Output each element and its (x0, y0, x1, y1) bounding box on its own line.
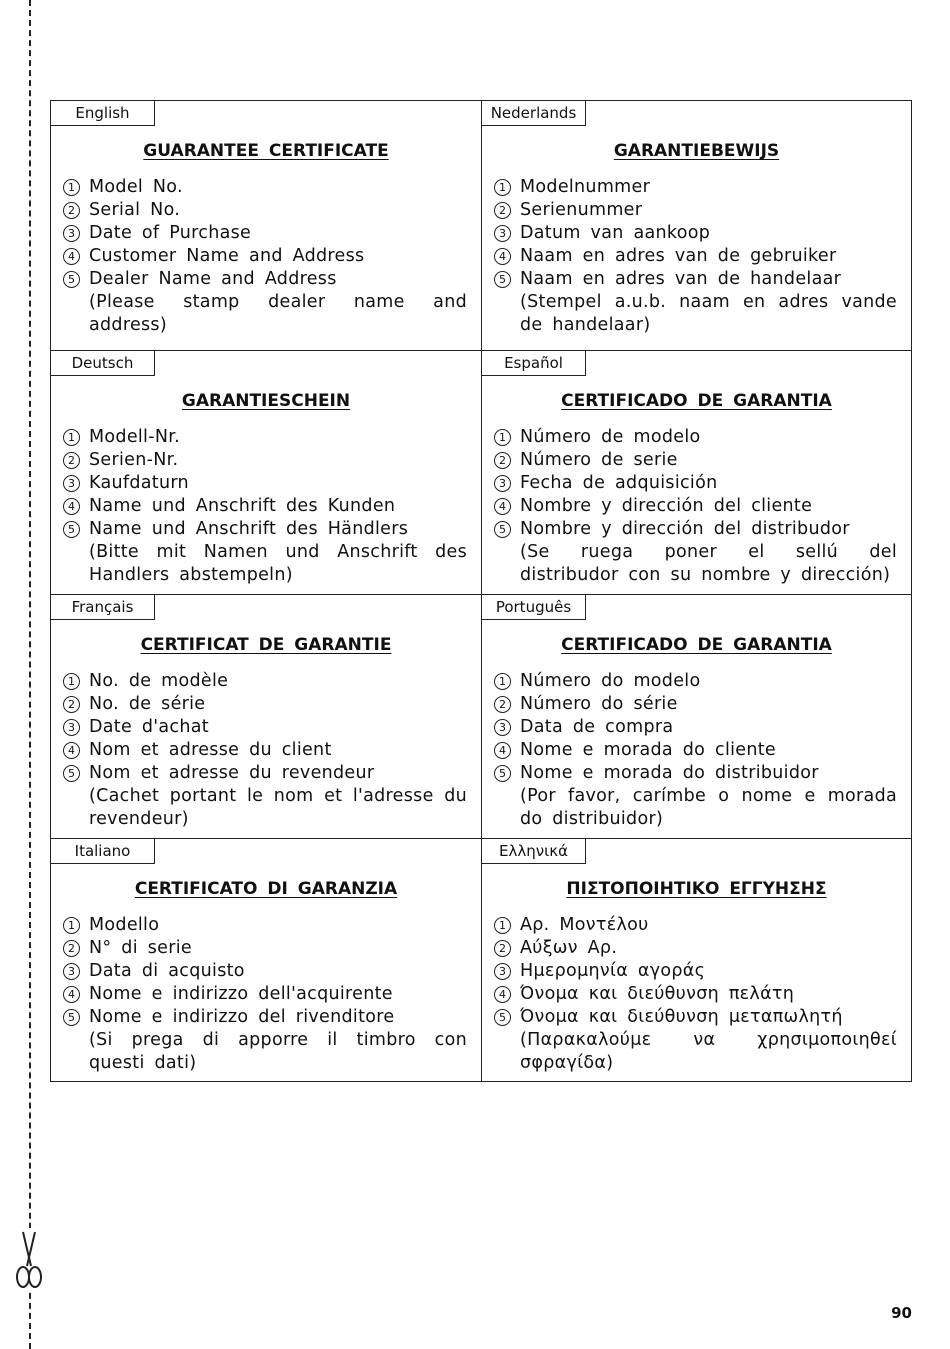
field-item (494, 670, 897, 693)
field-label: N° di serie (89, 938, 192, 958)
scissors-icon (14, 1230, 44, 1290)
field-label: Naam en adres van de handelaar (520, 269, 842, 289)
number-marker: 5 (494, 521, 511, 538)
field-item (494, 762, 897, 785)
page-number: 90 (891, 1304, 912, 1322)
field-item (63, 268, 467, 291)
number-marker: 1 (63, 179, 80, 196)
certificate-title: ΠΙΣΤΟΠΟΙΗΤΙΚΟ ΕΓΓΥΗΣΗΣ (566, 879, 827, 899)
field-label: Nom et adresse du revendeur (89, 763, 375, 783)
language-tab: Italiano (51, 839, 155, 864)
number-marker: 3 (63, 963, 80, 980)
section-nederlands (482, 101, 911, 350)
number-marker: 5 (63, 521, 80, 538)
field-item (494, 449, 897, 472)
field-label: Fecha de adquisición (520, 473, 718, 493)
field-label: Model No. (89, 177, 183, 197)
certificate-title: CERTIFICADO DE GARANTIA (561, 635, 832, 655)
number-marker: 5 (494, 1009, 511, 1026)
field-item (63, 245, 467, 268)
number-marker: 4 (63, 248, 80, 265)
number-marker: 3 (494, 225, 511, 242)
section-espanol (482, 350, 911, 594)
field-label: No. de modèle (89, 671, 229, 691)
field-label: Nome e morada do distribuidor (520, 763, 819, 783)
language-tab: Ελληνικά (482, 839, 586, 864)
field-item (494, 472, 897, 495)
field-item (63, 176, 467, 199)
field-item (63, 960, 467, 983)
field-item (63, 518, 467, 541)
stamp-note: (Please stamp dealer name and address) (89, 292, 467, 335)
field-label: Ημερομηνία αγοράς (520, 961, 706, 981)
language-tab: Español (482, 351, 586, 376)
guarantee-certificate-grid (50, 100, 912, 1082)
number-marker: 2 (63, 696, 80, 713)
field-label: Dealer Name and Address (89, 269, 337, 289)
field-list (63, 426, 467, 587)
number-marker: 5 (63, 765, 80, 782)
field-label: Name und Anschrift des Händlers (89, 519, 409, 539)
field-item (494, 937, 897, 960)
number-marker: 1 (494, 179, 511, 196)
number-marker: 2 (494, 452, 511, 469)
field-list (494, 914, 897, 1075)
section-deutsch (51, 350, 482, 594)
field-item (63, 762, 467, 785)
field-item (63, 937, 467, 960)
field-label: Serien-Nr. (89, 450, 179, 470)
certificate-title: CERTIFICAT DE GARANTIE (140, 635, 392, 655)
field-item (494, 199, 897, 222)
field-label: Número do modelo (520, 671, 701, 691)
number-marker: 5 (494, 271, 511, 288)
number-marker: 1 (63, 429, 80, 446)
section-ellinika (482, 838, 911, 1081)
number-marker: 4 (63, 986, 80, 1003)
section-english (51, 101, 482, 350)
field-label: Kaufdaturn (89, 473, 189, 493)
certificate-title: GUARANTEE CERTIFICATE (143, 141, 389, 161)
field-item (494, 518, 897, 541)
field-list (63, 914, 467, 1075)
language-tab: Français (51, 595, 155, 620)
certificate-title: CERTIFICATO DI GARANZIA (134, 879, 398, 899)
field-label: Name und Anschrift des Kunden (89, 496, 396, 516)
section-francais (51, 594, 482, 838)
field-label: Data de compra (520, 717, 674, 737)
language-tab: Deutsch (51, 351, 155, 376)
field-label: Modelnummer (520, 177, 651, 197)
field-item (63, 739, 467, 762)
number-marker: 2 (63, 940, 80, 957)
field-label: Αύξων Αρ. (520, 938, 618, 958)
number-marker: 1 (63, 673, 80, 690)
field-label: Όνομα και διεύθυνση πελάτη (520, 984, 795, 1004)
number-marker: 4 (63, 742, 80, 759)
field-label: Número de serie (520, 450, 678, 470)
field-label: Nom et adresse du client (89, 740, 332, 760)
field-label: Nome e indirizzo del rivenditore (89, 1007, 395, 1027)
field-label: Modell-Nr. (89, 427, 180, 447)
field-list (63, 176, 467, 337)
number-marker: 3 (63, 719, 80, 736)
language-tab: English (51, 101, 155, 126)
stamp-note: (Cachet portant le nom et l'adresse du revendeur) (89, 786, 467, 829)
number-marker: 5 (63, 271, 80, 288)
field-item (63, 693, 467, 716)
field-item (63, 914, 467, 937)
field-item (494, 245, 897, 268)
number-marker: 5 (63, 1009, 80, 1026)
field-item (63, 222, 467, 245)
stamp-note: (Παρακαλούμε να χρησιμοποιηθεί σφραγίδα) (520, 1030, 897, 1073)
number-marker: 5 (494, 765, 511, 782)
number-marker: 1 (63, 917, 80, 934)
field-label: Data di acquisto (89, 961, 245, 981)
field-item (63, 199, 467, 222)
field-label: Datum van aankoop (520, 223, 711, 243)
field-item (494, 176, 897, 199)
field-item (494, 495, 897, 518)
number-marker: 2 (63, 452, 80, 469)
field-item (494, 268, 897, 291)
certificate-title: CERTIFICADO DE GARANTIA (561, 391, 832, 411)
language-tab: Português (482, 595, 586, 620)
stamp-note: (Bitte mit Namen und Anschrift des Handlers abstempeln) (89, 542, 467, 585)
field-item (494, 693, 897, 716)
field-label: Customer Name and Address (89, 246, 365, 266)
field-label: Serienummer (520, 200, 643, 220)
number-marker: 4 (494, 986, 511, 1003)
field-list (494, 426, 897, 587)
field-label: Date d'achat (89, 717, 209, 737)
field-item (63, 426, 467, 449)
field-label: Naam en adres van de gebruiker (520, 246, 837, 266)
number-marker: 4 (494, 498, 511, 515)
stamp-note: (Si prega di apporre il timbro con questi dati) (89, 1030, 467, 1073)
number-marker: 4 (63, 498, 80, 515)
number-marker: 1 (494, 673, 511, 690)
stamp-note: (Stempel a.u.b. naam en adres vande de handelaar) (520, 292, 897, 335)
language-tab: Nederlands (482, 101, 586, 126)
field-item (63, 472, 467, 495)
field-label: Nombre y dirección del cliente (520, 496, 813, 516)
field-label: Número do série (520, 694, 678, 714)
field-label: Date of Purchase (89, 223, 252, 243)
certificate-title: GARANTIEBEWIJS (613, 141, 780, 161)
number-marker: 2 (494, 696, 511, 713)
number-marker: 3 (494, 963, 511, 980)
field-label: Nome e morada do cliente (520, 740, 776, 760)
number-marker: 3 (494, 475, 511, 492)
field-item (494, 716, 897, 739)
number-marker: 3 (63, 475, 80, 492)
field-label: Nome e indirizzo dell'acquirente (89, 984, 393, 1004)
field-list (494, 670, 897, 831)
field-item (494, 426, 897, 449)
field-label: No. de série (89, 694, 206, 714)
number-marker: 4 (494, 248, 511, 265)
field-item (494, 914, 897, 937)
field-list (494, 176, 897, 337)
field-item (63, 495, 467, 518)
field-item (494, 1006, 897, 1029)
number-marker: 2 (494, 940, 511, 957)
number-marker: 3 (494, 719, 511, 736)
field-label: Όνομα και διεύθυνση μεταπωλητή (520, 1007, 843, 1027)
field-label: Número de modelo (520, 427, 701, 447)
field-item (63, 449, 467, 472)
field-item (63, 1006, 467, 1029)
number-marker: 1 (494, 429, 511, 446)
section-italiano (51, 838, 482, 1081)
field-item (63, 670, 467, 693)
number-marker: 3 (63, 225, 80, 242)
field-item (494, 222, 897, 245)
field-item (494, 960, 897, 983)
number-marker: 2 (494, 202, 511, 219)
certificate-title: GARANTIESCHEIN (181, 391, 351, 411)
number-marker: 1 (494, 917, 511, 934)
field-label: Nombre y dirección del distribudor (520, 519, 850, 539)
field-item (63, 716, 467, 739)
stamp-note: (Por favor, carímbe o nome e morada do distribuidor) (520, 786, 897, 829)
cut-line (29, 0, 31, 1349)
field-label: Serial No. (89, 200, 181, 220)
field-item (63, 983, 467, 1006)
number-marker: 2 (63, 202, 80, 219)
stamp-note: (Se ruega poner el sellú del distribudor con su nombre y dirección) (520, 542, 897, 585)
field-item (494, 983, 897, 1006)
field-label: Αρ. Μοντέλου (520, 915, 649, 935)
section-portugues (482, 594, 911, 838)
field-list (63, 670, 467, 831)
field-item (494, 739, 897, 762)
number-marker: 4 (494, 742, 511, 759)
field-label: Modello (89, 915, 160, 935)
